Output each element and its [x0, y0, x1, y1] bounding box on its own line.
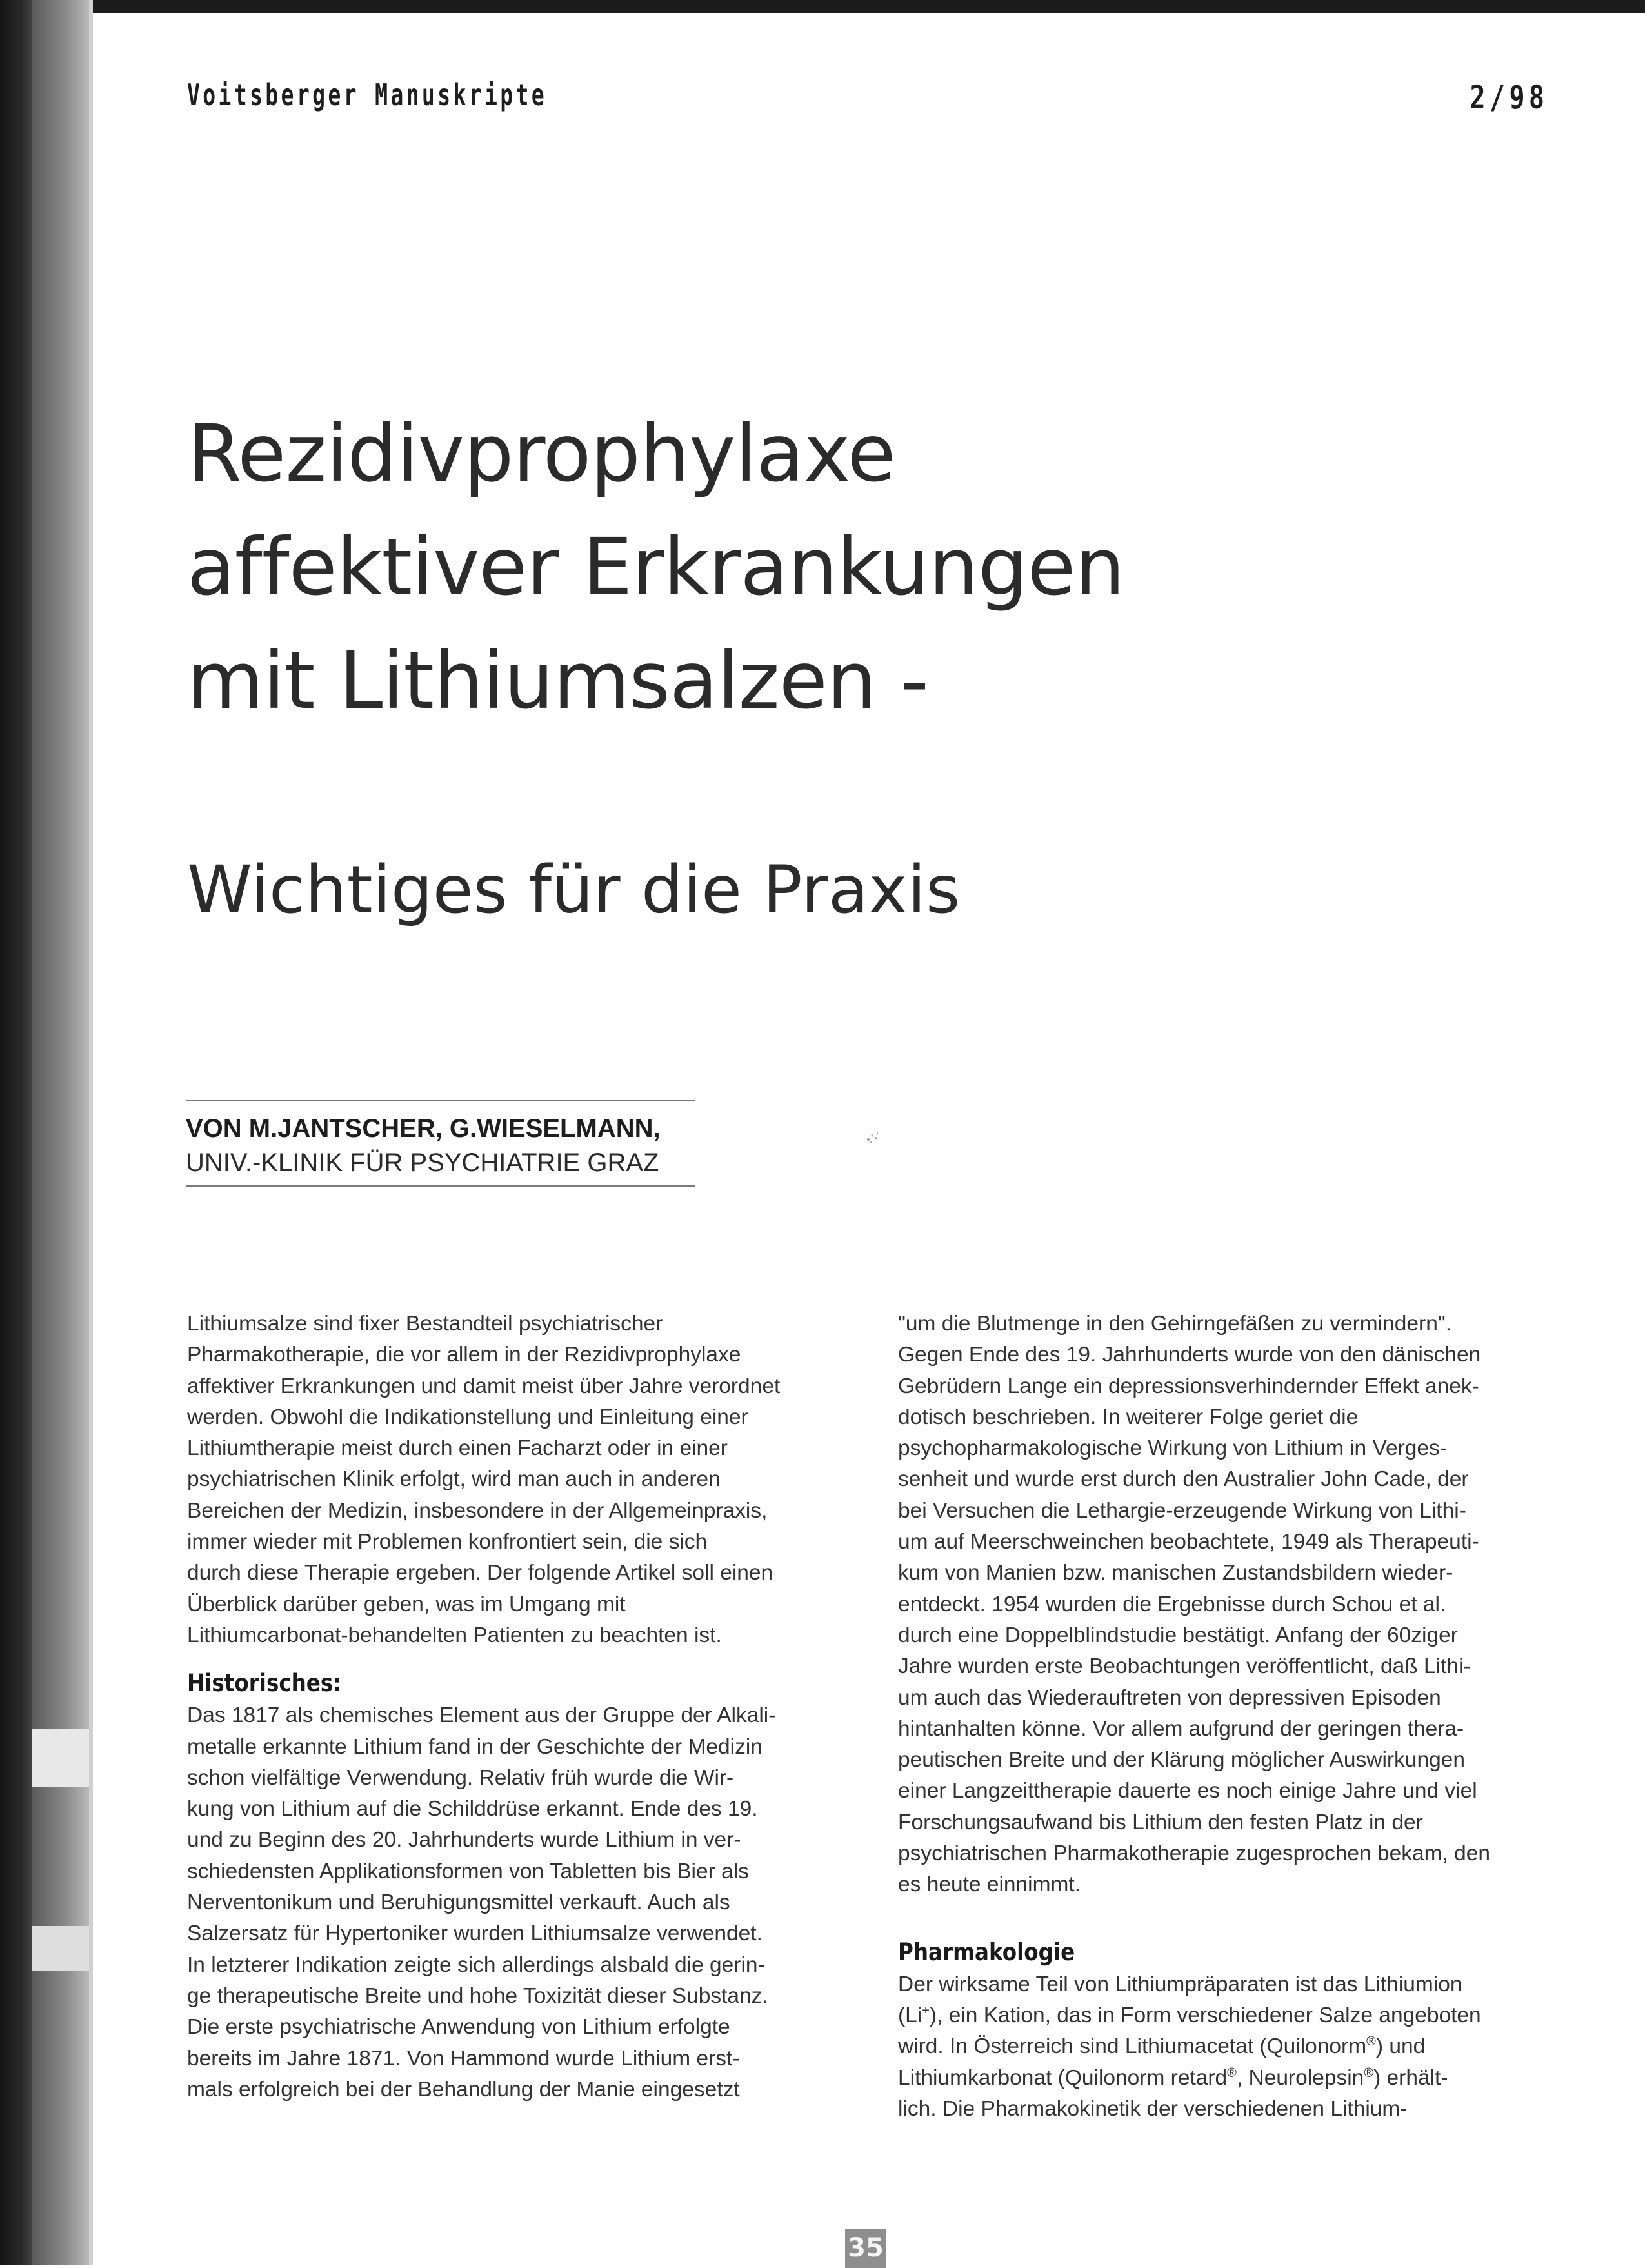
scan-left-gradient — [32, 0, 90, 2265]
page-number: 35 — [845, 2229, 886, 2268]
text-line: werden. Obwohl die Indikationstellung und Einleitung einer — [187, 1405, 748, 1429]
text-line: und zu Beginn des 20. Jahrhunderts wurde Lithium in ver- — [187, 1828, 741, 1852]
text-line: es heute einnimmt. — [898, 1872, 1081, 1897]
text-line: durch eine Doppelblindstudie bestätigt. Anfang der 60ziger — [898, 1623, 1458, 1647]
text-line: peutischen Breite und der Klärung möglicher Auswirkungen — [898, 1748, 1465, 1772]
text-line: kum von Manien bzw. manischen Zustandsbildern wieder- — [898, 1561, 1453, 1585]
text-line: Die erste psychiatrische Anwendung von Lithium erfolgte — [187, 2015, 730, 2040]
registered-mark: ® — [1227, 2065, 1237, 2080]
text-line: Pharmakotherapie, die vor allem in der Rezidivprophylaxe — [187, 1343, 741, 1367]
text-line: Das 1817 als chemisches Element aus der Gruppe der Alkali- — [187, 1703, 776, 1728]
text-line: Forschungsaufwand bis Lithium den festen Platz in der — [898, 1810, 1423, 1834]
history-paragraph — [187, 1700, 848, 2105]
text-line: Lithiumsalze sind fixer Bestandteil psychiatrischer — [187, 1312, 663, 1336]
title-line: affektiver Erkrankungen — [187, 521, 1124, 613]
scan-speck — [863, 1128, 882, 1147]
text-fragment: ) und — [1375, 2034, 1426, 2059]
scan-left-notch — [32, 1729, 90, 1787]
text-line: einer Langzeittherapie dauerte es noch einige Jahre und viel — [898, 1779, 1477, 1803]
text-line: bereits im Jahre 1871. Von Hammond wurde Lithium erst- — [187, 2046, 740, 2071]
title-line: Rezidivprophylaxe — [187, 408, 895, 499]
text-fragment: wird. In Österreich sind Lithiumacetat (Quilonorm — [898, 2034, 1367, 2059]
article-subtitle: Wichtiges für die Praxis — [187, 852, 961, 928]
right-column — [898, 1309, 1559, 2125]
registered-mark: ® — [1364, 2065, 1374, 2080]
section-heading-pharmacology: Pharmakologie — [898, 1938, 1075, 1966]
text-line: immer wieder mit Problemen konfrontiert sein, die sich — [187, 1530, 708, 1554]
text-line: In letzterer Indikation zeigte sich allerdings alsbald die gerin- — [187, 1952, 765, 1977]
text-line: mals erfolgreich bei der Behandlung der Manie eingesetzt — [187, 2077, 740, 2102]
text-line: "um die Blutmenge in den Gehirngefäßen zu vermindern". — [898, 1312, 1452, 1336]
text-line: psychiatrischen Pharmakotherapie zugesprochen bekam, den — [898, 1841, 1491, 1866]
text-line: senheit und wurde erst durch den Australier John Cade, der — [898, 1467, 1469, 1492]
byline — [186, 1100, 695, 1187]
text-fragment: Lithiumkarbonat (Quilonorm retard — [898, 2065, 1228, 2090]
text-line — [898, 2000, 1559, 2031]
text-line: metalle erkannte Lithium fand in der Geschichte der Medizin — [187, 1734, 763, 1759]
text-line: bei Versuchen die Lethargie-erzeugende Wirkung von Lithi- — [898, 1498, 1466, 1523]
text-line: um auf Meerschweinchen beobachtete, 1949 als Therapeuti- — [898, 1530, 1479, 1554]
text-line — [898, 2063, 1559, 2094]
text-line: kung von Lithium auf die Schilddrüse erkannt. Ende des 19. — [187, 1797, 758, 1821]
scan-left-notch — [32, 1926, 90, 1971]
text-line: Überblick darüber geben, was im Umgang mit — [187, 1592, 626, 1616]
text-fragment: ) erhält- — [1373, 2065, 1448, 2090]
issue-number: 2/98 — [1470, 79, 1548, 116]
text-line: Der wirksame Teil von Lithiumpräparaten ist das Lithiumion — [898, 1972, 1462, 1996]
text-line: Salzersatz für Hypertoniker wurden Lithiumsalze verwendet. — [187, 1922, 763, 1946]
registered-mark: ® — [1366, 2034, 1376, 2049]
spacer — [898, 1901, 1559, 1936]
text-line: schiedensten Applikationsformen von Tabletten bis Bier als — [187, 1859, 749, 1883]
text-line: entdeckt. 1954 wurden die Ergebnisse durch Schou et al. — [898, 1592, 1446, 1616]
intro-paragraph — [187, 1309, 848, 1651]
text-line: dotisch beschrieben. In weiterer Folge geriet die — [898, 1405, 1359, 1429]
text-line: lich. Die Pharmakokinetik der verschiedenen Lithium- — [898, 2096, 1408, 2121]
text-line: psychopharmakologische Wirkung von Lithium in Verges- — [898, 1436, 1447, 1461]
text-line: um auch das Wiederauftreten von depressiven Episoden — [898, 1685, 1441, 1710]
scan-left-shadow — [0, 0, 32, 2265]
article-title — [187, 397, 1348, 738]
text-line: Lithiumcarbonat-behandelten Patienten zu beachten ist. — [187, 1623, 722, 1647]
text-line: ge therapeutische Breite und hohe Toxizität dieser Substanz. — [187, 1983, 768, 2008]
byline-bottom-rule — [186, 1185, 695, 1187]
text-fragment: ), ein Kation, das in Form verschiedener Salze angeboten — [929, 2003, 1481, 2027]
text-fragment: (Li — [898, 2003, 922, 2027]
history-continued-paragraph — [898, 1309, 1559, 1901]
text-line: affektiver Erkrankungen und damit meist über Jahre verordnet — [187, 1374, 781, 1398]
text-line: Gebrüdern Lange ein depressionsverhindernder Effekt anek- — [898, 1374, 1479, 1398]
byline-top-rule — [186, 1100, 695, 1101]
pharmacology-paragraph — [898, 1969, 1559, 2125]
text-fragment: , Neurolepsin — [1236, 2065, 1364, 2090]
text-line: psychiatrischen Klinik erfolgt, wird man auch in anderen — [187, 1467, 721, 1492]
byline-authors: VON M.JANTSCHER, G.WIESELMANN, — [186, 1114, 661, 1143]
text-line: schon vielfältige Verwendung. Relativ früh wurde die Wir- — [187, 1765, 734, 1790]
text-line: Gegen Ende des 19. Jahrhunderts wurde von den dänischen — [898, 1343, 1481, 1367]
text-line: Bereichen der Medizin, insbesondere in der Allgemeinpraxis, — [187, 1498, 768, 1523]
superscript: + — [922, 2003, 930, 2018]
text-line: durch diese Therapie ergeben. Der folgende Artikel soll einen — [187, 1561, 773, 1585]
spacer — [187, 1651, 848, 1667]
text-line: hintanhalten könne. Vor allem aufgrund der geringen thera- — [898, 1716, 1464, 1741]
text-line: Jahre wurden erste Beobachtungen veröffentlicht, daß Lithi- — [898, 1654, 1471, 1679]
scan-page-edge — [89, 0, 93, 2265]
scan-top-border — [0, 0, 1645, 13]
text-line: Lithiumtherapie meist durch einen Facharzt oder in einer — [187, 1436, 728, 1461]
text-line — [898, 2031, 1559, 2062]
journal-name: Voitsberger Manuskripte — [187, 77, 547, 112]
title-line: mit Lithiumsalzen - — [187, 635, 928, 727]
section-heading-history: Historisches: — [187, 1669, 342, 1698]
left-column — [187, 1309, 848, 2105]
byline-affiliation: UNIV.-KLINIK FÜR PSYCHIATRIE GRAZ — [186, 1149, 659, 1177]
text-line: Nerventonikum und Beruhigungsmittel verkauft. Auch als — [187, 1891, 730, 1915]
